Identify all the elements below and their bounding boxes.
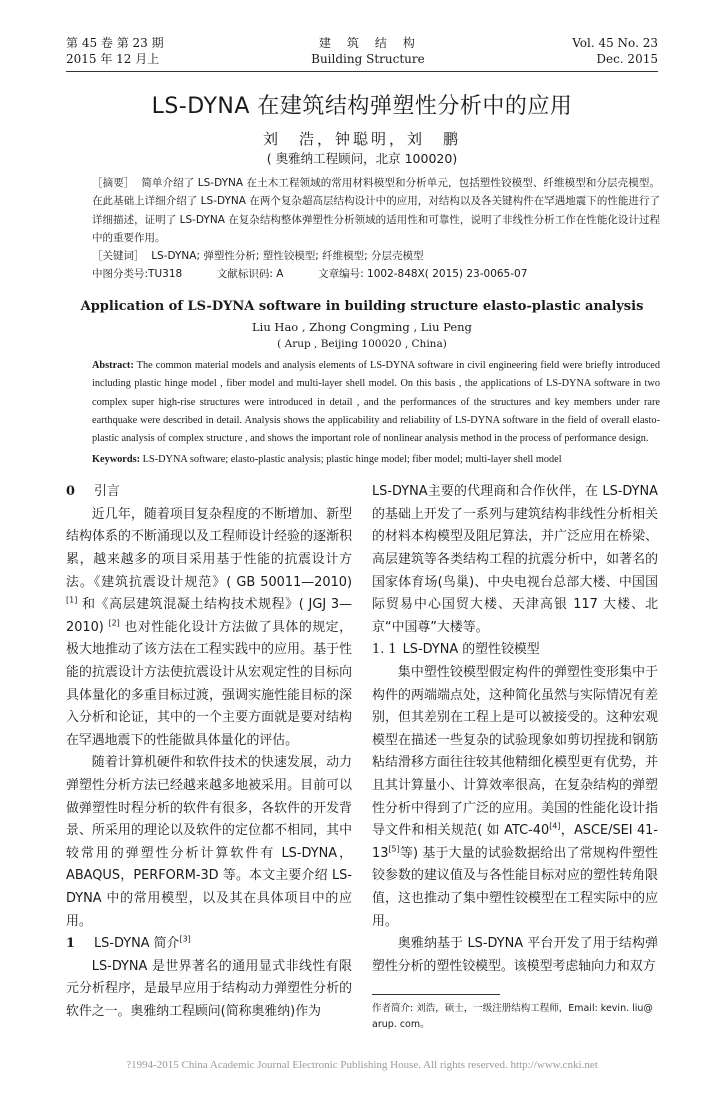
keywords-cn — [92, 247, 660, 265]
paragraph: 奥雅纳基于 LS-DYNA 平台开发了用于结构弹塑性分析的塑性铰模型。该模型考虑轴向力和双方 — [372, 936, 658, 974]
paragraph — [66, 504, 352, 753]
journal-volume-info — [66, 35, 164, 67]
clc-value: TU318 — [148, 268, 183, 281]
journal-name-en: Building Structure — [311, 52, 425, 66]
english-keywords — [92, 451, 660, 469]
chinese-abstract — [92, 174, 660, 284]
text: 集中塑性铰模型假定构件的弹塑性变形集中于构件的两端端点处，这种简化虽然与实际情况有差别，但其差别在工程上是可以被接受的。这种宏观模型在描述一些复杂的试验现象如剪切捏拢和钢筋粘结滑移方面往往较其他精细化模型更有优势，并且其计算量小、计算效率很高，在复杂结构的弹塑性分析中得到了广泛的应用。美国的性能化设计指导文件和相关规范( 如 ATC-40 — [372, 664, 658, 839]
doc-code-label: 文献标识码: — [216, 268, 273, 281]
section-heading-1-1 — [372, 639, 658, 662]
keywords-en-value: LS-DYNA software; elasto-plastic analysis; plastic hinge model; fiber model; multi-layer shell model — [142, 453, 562, 465]
citation[interactable]: [3] — [179, 934, 191, 944]
english-abstract — [92, 357, 660, 449]
footnote-divider — [372, 994, 500, 995]
classification-row — [92, 265, 660, 283]
section-number: 1. 1 — [372, 642, 397, 658]
copyright-footer: ?1994-2015 China Academic Journal Electronic Publishing House. All rights reserved. http://www.cnki.net — [126, 1059, 598, 1072]
section-heading-0 — [66, 481, 352, 504]
keywords-value: LS-DYNA; 弹塑性分析; 塑性铰模型; 纤维模型; 分层壳模型 — [151, 250, 424, 263]
clc-label: 中图分类号: — [92, 268, 149, 281]
body-right-column — [372, 481, 658, 1033]
body-columns — [66, 481, 658, 1033]
text: 近几年，随着项目复杂程度的不断增加、新型结构体系的不断涌现以及工程师设计经验的逐渐积累，越来越多的项目采用基于性能的抗震设计方法。《建筑抗震设计规范》( GB 50011—2010) — [66, 506, 352, 590]
volume-issue: 第 45 卷 第 23 期 — [66, 36, 164, 50]
section-number: 1 — [66, 936, 75, 952]
section-title: 引言 — [94, 484, 120, 500]
paragraph — [372, 662, 658, 933]
abstract-label: ［摘要］ — [92, 177, 135, 189]
article-no-value: 1002-848X( 2015) 23-0065-07 — [367, 268, 528, 281]
running-header — [66, 35, 658, 72]
english-authors: Liu Hao , Zhong Congming , Liu Peng — [252, 319, 472, 334]
citation[interactable]: [2] — [108, 618, 120, 628]
keywords-en-label: Keywords: — [92, 453, 141, 465]
section-heading-1 — [66, 933, 352, 956]
section-number: 0 — [66, 484, 75, 500]
journal-volume-en — [572, 35, 658, 67]
section-title: LS-DYNA 简介 — [94, 936, 180, 952]
english-affiliation: ( Arup , Beijing 100020 , China) — [277, 337, 447, 350]
text: ，ASCE/SEI 41-13 — [372, 823, 658, 861]
english-title: Application of LS-DYNA software in building structure elasto-plastic analysis — [80, 298, 644, 314]
text: 也对性能化设计方法做了具体的规定，极大地推动了该方法在工程实践中的应用。基于性能的抗震设计方法使抗震设计从宏观定性的目标向具体量化的多重目标过渡，强调实施性能目标的深入分析和论证，其中的一个主要方面就是要对结构在罕遇地震下的性能做具体量化的评估。 — [66, 619, 352, 748]
issue-date: 2015 年 12 月上 — [66, 52, 160, 66]
citation[interactable]: [4] — [549, 821, 561, 831]
affiliation: ( 奥雅纳工程顾问，北京 100020) — [266, 151, 458, 166]
body-left-column — [66, 481, 352, 1033]
paragraph-continued: LS-DYNA主要的代理商和合作伙伴，在 LS-DYNA 的基础上开发了一系列与建筑结构非线性分析相关的材料本构模型及阻尼算法，并广泛应用在桥梁、高层建筑等各类结构工程的抗震分析中，如著名的国家体育场(鸟巢)、中央电视台总部大楼、中国国际贸易中心国贸大楼、天津高银 117 大楼、北京“中国尊”大楼等。 — [372, 484, 658, 635]
article-no-label: 文章编号: — [318, 268, 364, 281]
abstract-body: 简单介绍了 LS-DYNA 在土木工程领域的常用材料模型和分析单元，包括塑性铰模型、纤维模型和分层壳模型。在此基础上详细介绍了 LS-DYNA 在两个复杂超高层结构设计中的应用，对结构以及各关键构件在罕遇地震下的性能进行了详细描述，证明了 LS-DYNA 在复杂结构整体弹塑性分析领域的适用性和可靠性，说明了非线性分析工作在性能化设计过程中的重要作用。 — [92, 177, 660, 244]
paper-title: LS-DYNA 在建筑结构弹塑性分析中的应用 — [151, 94, 573, 119]
paragraph: LS-DYNA 是世界著名的通用显式非线性有限元分析程序，是最早应用于结构动力弹塑性分析的软件之一。奥雅纳工程顾问(简称奥雅纳)作为 — [66, 958, 352, 1019]
text: 等) 基于大量的试验数据给出了常规构件塑性铰参数的建议值及与各性能目标对应的塑性转角限值，这也推动了集中塑性铰模型在工程实际中的应用。 — [372, 845, 658, 929]
author-footnote: 作者简介: 刘浩，硕士，一级注册结构工程师，Email: kevin. liu@ arup. com。 — [372, 1003, 653, 1031]
citation[interactable]: [5] — [388, 844, 400, 854]
abstract-cn-text — [92, 174, 660, 247]
citation[interactable]: [1] — [66, 595, 78, 605]
journal-name-cn: 建 筑 结 构 — [318, 36, 417, 50]
issue-date-en: Dec. 2015 — [596, 52, 658, 66]
authors: 刘 浩，钟聪明，刘 鹏 — [262, 130, 461, 148]
doc-code-value: A — [276, 268, 284, 281]
abstract-en-body: The common material models and analysis elements of LS-DYNA software in civil engineering field were briefly introduced including plastic hinge model , fiber model and multi-layer shell model. On this basis , the applications of LS-DYNA software in two complex super high-rise structures were introduced in detail , and the performances of the structures and key members under rare earthquake were described in detail. Analysis shows the applicability and reliability of LS-DYNA software in the field of overall elasto-plastic analysis of complex structure , and shows the important role of nonlinear analysis method in the process of performance design. — [92, 359, 661, 445]
text: 和《高层建筑混凝土结构技术规程》( JGJ 3—2010) — [66, 597, 352, 635]
paragraph: 随着计算机硬件和软件技术的快速发展，动力弹塑性分析方法已经越来越多地被采用。目前可以做弹塑性时程分析的软件有很多，各软件的开发背景、所采用的理论以及软件的定位都不相同，其中较常用的弹塑性分析计算软件有 LS-DYNA，ABAQUS，PERFORM-3D 等。本文主要介绍 LS-DYNA 中的常用模型，以及其在具体项目中的应用。 — [66, 755, 352, 929]
abstract-en-label: Abstract: — [92, 359, 134, 371]
volume-issue-en: Vol. 45 No. 23 — [572, 36, 658, 50]
section-title: LS-DYNA 的塑性铰模型 — [402, 642, 540, 658]
keywords-label: ［关键词］ — [92, 250, 145, 263]
journal-name — [311, 35, 425, 67]
